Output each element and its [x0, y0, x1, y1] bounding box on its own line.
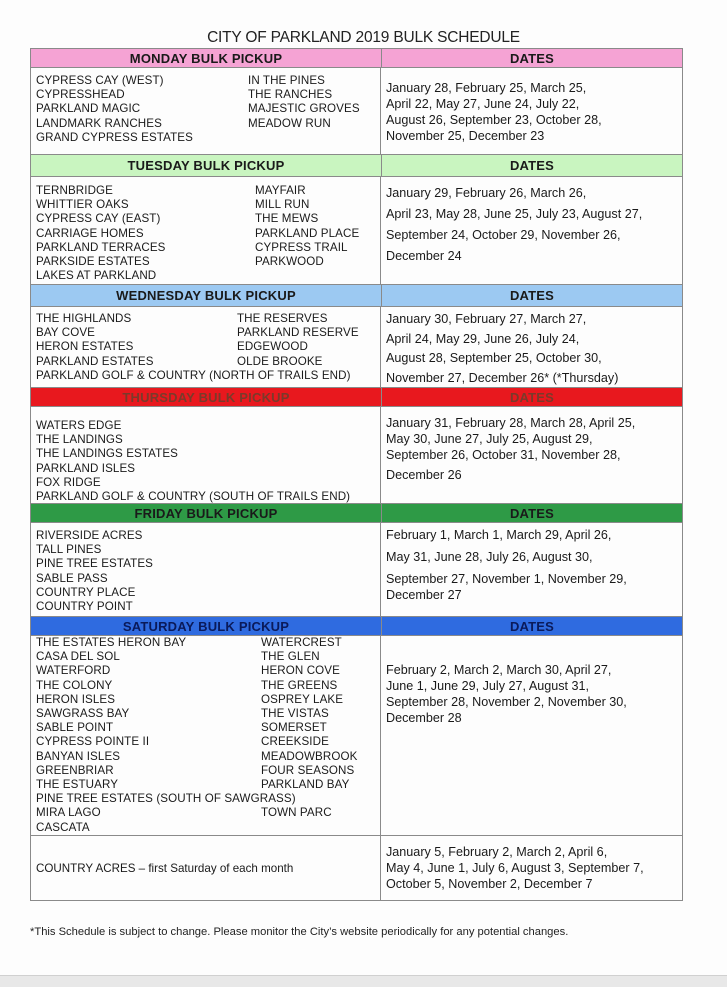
monday-areas-col2	[248, 74, 360, 145]
list-line: IN THE PINES	[248, 74, 326, 87]
list-line: May 4, June 1, July 6, August 3, September 7,	[386, 861, 644, 875]
saturday-areas-col2b	[261, 806, 332, 834]
list-line: THE ESTUARY	[36, 778, 119, 792]
list-line: THE VISTAS	[261, 707, 329, 721]
list-line: CARRIAGE HOMES	[36, 226, 144, 240]
list-line: PARKWOOD	[255, 255, 324, 269]
list-line: PARKSIDE ESTATES	[36, 255, 150, 269]
wednesday-dates	[381, 307, 682, 387]
list-line: COUNTRY PLACE	[36, 585, 136, 599]
wednesday-areas	[31, 307, 381, 387]
schedule-table	[30, 48, 683, 901]
saturday-areas-col1	[36, 636, 261, 792]
list-line: WATERCREST	[261, 636, 342, 649]
list-line: HERON COVE	[261, 664, 340, 678]
list-line: LAKES AT PARKLAND	[36, 269, 157, 283]
list-line: February 2, March 2, March 30, April 27,	[386, 663, 612, 677]
saturday-areas-col2	[261, 636, 357, 792]
thursday-golf-country: PARKLAND GOLF & COUNTRY (SOUTH OF TRAILS END)	[36, 490, 351, 504]
list-line: RIVERSIDE ACRES	[36, 529, 143, 542]
list-line: CYPRESSHEAD	[36, 88, 125, 102]
list-line: OSPREY LAKE	[261, 692, 344, 706]
list-line: HERON ESTATES	[36, 340, 134, 354]
monday-body	[31, 68, 682, 155]
wednesday-golf-country: PARKLAND GOLF & COUNTRY (NORTH OF TRAILS END)	[36, 368, 351, 382]
list-line: WATERFORD	[36, 664, 111, 678]
list-line: January 28, February 25, March 25,	[386, 81, 587, 95]
list-line: January 29, February 26, March 26,	[386, 186, 587, 200]
tuesday-header-row	[31, 155, 682, 177]
tuesday-areas-col1	[36, 184, 255, 283]
thursday-dates-header: DATES	[509, 389, 555, 405]
list-line: PARKLAND MAGIC	[36, 102, 141, 116]
saturday-dates	[381, 636, 682, 835]
monday-areas	[31, 68, 381, 154]
saturday-body	[31, 636, 682, 836]
list-line: TOWN PARC	[261, 806, 332, 820]
monday-dates-header: DATES	[509, 50, 555, 66]
list-line: CASA DEL SOL	[36, 650, 120, 664]
list-line: CYPRESS CAY (EAST)	[36, 212, 161, 226]
list-line: WHITTIER OAKS	[36, 198, 129, 212]
list-line: FOUR SEASONS	[261, 763, 355, 777]
tuesday-dates-header: DATES	[509, 158, 555, 173]
list-line: September 28, November 2, November 30,	[386, 695, 627, 709]
monday-section	[31, 49, 682, 155]
monday-dates	[381, 68, 682, 154]
list-line: LANDMARK RANCHES	[36, 116, 162, 130]
country-acres-label: COUNTRY ACRES – first Saturday of each month	[31, 836, 381, 900]
list-line: January 30, February 27, March 27,	[386, 312, 587, 326]
list-line: November 27, December 26* (*Thursday)	[386, 370, 619, 385]
list-line: MIRA LAGO	[36, 806, 101, 820]
list-line: December 24	[386, 249, 462, 263]
list-line: December 28	[386, 711, 462, 725]
list-line: THE MEWS	[255, 212, 319, 226]
saturday-dates-header: DATES	[509, 618, 555, 634]
list-line: January 5, February 2, March 2, April 6,	[386, 845, 608, 859]
list-line: MEADOWBROOK	[261, 749, 358, 763]
list-line: GRAND CYPRESS ESTATES	[36, 130, 193, 144]
list-line: PARKLAND BAY	[261, 778, 350, 792]
list-line: THE GREENS	[261, 678, 338, 692]
saturday-header-row	[31, 617, 682, 636]
friday-dates: February 1, March 1, March 29, April 26, May 31, June 28, July 26, August 30, September 27, November 1, November 29, December 27	[386, 528, 627, 602]
list-line: PARKLAND RESERVE	[237, 326, 359, 340]
friday-dates-header: DATES	[509, 505, 555, 521]
tuesday-header: TUESDAY BULK PICKUP	[31, 155, 382, 176]
list-line: THE LANDINGS ESTATES	[36, 447, 179, 461]
list-line: TALL PINES	[36, 543, 102, 557]
list-line: EDGEWOOD	[237, 340, 309, 354]
list-line: April 24, May 29, June 26, July 24,	[386, 331, 580, 346]
list-line: CYPRESS POINTE II	[36, 735, 150, 749]
friday-section	[31, 504, 682, 617]
friday-areas	[31, 523, 381, 616]
thursday-areas-col1	[36, 419, 380, 490]
list-line: PARKLAND ISLES	[36, 461, 136, 475]
friday-body	[31, 523, 682, 617]
list-line: THE GLEN	[261, 650, 320, 664]
list-line: April 23, May 28, June 25, July 23, August 27,	[386, 207, 643, 221]
list-line: OLDE BROOKE	[237, 354, 323, 368]
list-line: August 28, September 25, October 30,	[386, 351, 602, 365]
country-acres-body	[31, 836, 682, 900]
monday-header: MONDAY BULK PICKUP	[31, 49, 382, 67]
list-line: MAJESTIC GROVES	[248, 102, 360, 116]
list-line: April 22, May 27, June 24, July 22,	[386, 97, 580, 111]
saturday-pine-tree: PINE TREE ESTATES (SOUTH OF SAWGRASS)	[36, 792, 296, 806]
tuesday-body	[31, 177, 682, 285]
list-line: October 5, November 2, December 7	[386, 877, 593, 891]
list-line: SAWGRASS BAY	[36, 707, 130, 721]
thursday-header-row	[31, 388, 682, 407]
list-line: September 24, October 29, November 26,	[386, 228, 621, 242]
list-line: BANYAN ISLES	[36, 749, 121, 763]
list-line: HERON ISLES	[36, 692, 116, 706]
friday-areas-col1	[36, 529, 380, 614]
thursday-header: THURSDAY BULK PICKUP	[31, 388, 382, 406]
wednesday-areas-col2	[237, 312, 359, 369]
monday-header-row	[31, 49, 682, 68]
list-line: SABLE POINT	[36, 721, 114, 735]
thursday-areas	[31, 407, 381, 503]
list-line: THE COLONY	[36, 678, 113, 692]
list-line: WATERS EDGE	[36, 419, 122, 432]
list-line: PARKLAND TERRACES	[36, 240, 166, 254]
monday-areas-col1	[36, 74, 248, 145]
list-line: CREEKSIDE	[261, 735, 329, 749]
list-line: FOX RIDGE	[36, 475, 101, 489]
tuesday-areas-col2	[255, 184, 359, 283]
footnote: *This Schedule is subject to change. Please monitor the City’s website periodically for any potential changes.	[30, 926, 569, 938]
tuesday-dates	[381, 177, 682, 284]
thursday-section	[31, 388, 682, 504]
list-line: CYPRESS CAY (WEST)	[36, 74, 164, 87]
saturday-section	[31, 617, 682, 836]
friday-header: FRIDAY BULK PICKUP	[31, 504, 382, 522]
list-line: MAYFAIR	[255, 184, 306, 197]
list-line: COUNTRY POINT	[36, 600, 133, 614]
list-line: THE RESERVES	[237, 312, 328, 325]
country-acres-dates	[381, 836, 682, 900]
list-line: SABLE PASS	[36, 571, 108, 585]
list-line: THE HIGHLANDS	[36, 312, 132, 325]
list-line: August 26, September 23, October 28,	[386, 113, 602, 127]
list-line: CYPRESS TRAIL	[255, 240, 348, 254]
list-line: November 25, December 23	[386, 129, 545, 143]
wednesday-header-row	[31, 285, 682, 307]
list-line: CASCATA	[36, 820, 90, 834]
list-line: THE ESTATES HERON BAY	[36, 636, 187, 649]
list-line: MILL RUN	[255, 198, 310, 212]
friday-header-row	[31, 504, 682, 523]
saturday-areas	[31, 636, 381, 835]
tuesday-section	[31, 155, 682, 285]
list-line: THE LANDINGS	[36, 433, 123, 447]
list-line: PARKLAND ESTATES	[36, 354, 154, 368]
wednesday-body	[31, 307, 682, 388]
country-acres-section	[31, 836, 682, 900]
list-line: MEADOW RUN	[248, 116, 331, 130]
list-line: PARKLAND PLACE	[255, 226, 360, 240]
saturday-areas-col1b	[36, 806, 261, 834]
list-line: GREENBRIAR	[36, 763, 114, 777]
thursday-dates: January 31, February 28, March 28, April 25, May 30, June 27, July 25, August 29, September 26, October 31, November 28, December 26	[386, 416, 636, 482]
wednesday-header: WEDNESDAY BULK PICKUP	[31, 285, 382, 306]
list-line: PINE TREE ESTATES	[36, 557, 154, 571]
wednesday-section	[31, 285, 682, 388]
wednesday-dates-header: DATES	[509, 288, 555, 303]
list-line: TERNBRIDGE	[36, 184, 114, 197]
page-title: CITY OF PARKLAND 2019 BULK SCHEDULE	[207, 29, 520, 46]
list-line: June 1, June 29, July 27, August 31,	[386, 679, 590, 693]
thursday-body	[31, 407, 682, 504]
bottom-bar	[0, 975, 727, 987]
tuesday-areas	[31, 177, 381, 284]
list-line: SOMERSET	[261, 721, 327, 735]
list-line: BAY COVE	[36, 326, 96, 340]
list-line: THE RANCHES	[248, 88, 333, 102]
saturday-header: SATURDAY BULK PICKUP	[31, 617, 382, 635]
wednesday-areas-col1	[36, 312, 237, 369]
